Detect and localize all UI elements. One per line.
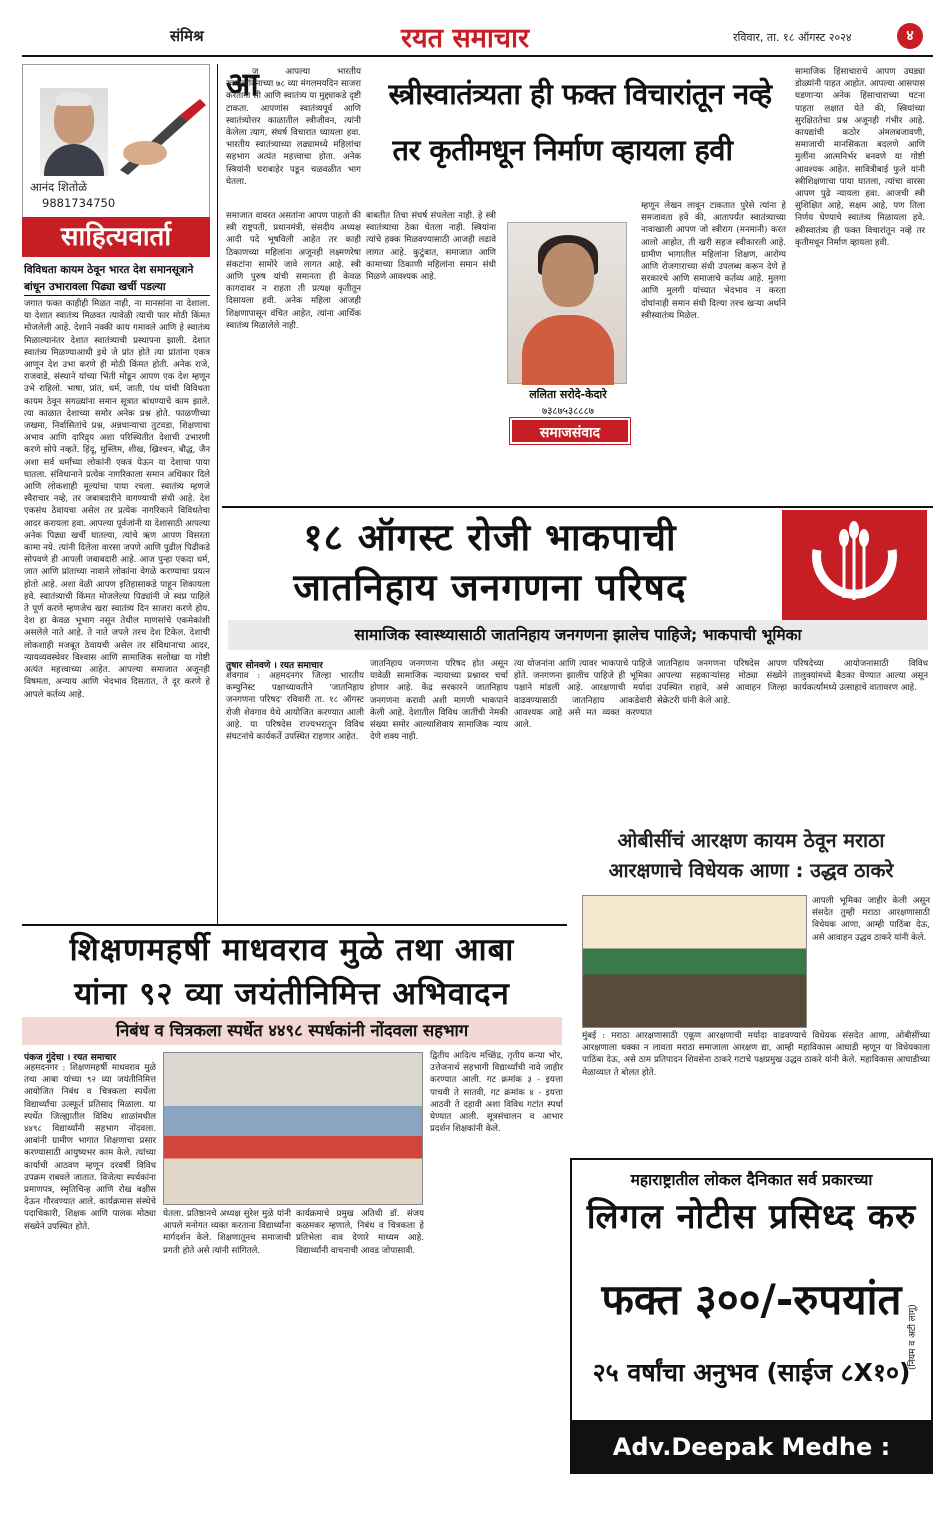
ad-line-1: महाराष्ट्रातील लोकल दैनिकात सर्व प्रकारच्या [630,1171,873,1189]
byline: तुषार सोनवणे । रयत समाचार [226,661,323,671]
party-logo [782,510,927,625]
article-column-3: बाबतीत तिचा संघर्ष संपलेला नाही. हे स्त्री स्वातंत्र्याचा ठेका घेतला नाही. स्त्रियांना त्यांचे हक्क मिळवण्यासाठी आजही लढावे लागत आहे. कुटुंबात, समाजात आणि कामाच्या ठिकाणी महिलांना समान संधी मिळणे आवश्यक आहे. [366,211,496,283]
article-column-2: जातनिहाय जनगणना परिषद होत असून यावेळी सामाजिक न्यायाच्या प्रश्नावर चर्चा होणार आहे. केंद्र सरकारने जातनिहाय जनगणना करावी अशी मागणी भाकपाने केली आहे. देशातील विविध जातींची नेमकी संख्या समोर आल्याशिवाय सामाजिक न्याय देणे शक्य नाही. [370,659,508,743]
article-column-5: सामाजिक हिंसाचाराचे आपण उघड्या डोळ्यांनी पाहत आहोत. आपल्या आसपास घडणाऱ्या अनेक हिंसाचाराच्या घटना पाहता लक्षात येते की, स्त्रियांच्या सुरक्षिततेचा प्रश्न अजूनही गंभीर आहे. कायद्यांची कठोर अंमलबजावणी, समाजाची मानसिकता बदलणे आणि मुलींना आत्मनिर्भर बनवणे या गोष्टी आवश्यक आहेत. सावित्रीबाई फुले यांनी स्त्रीशिक्षणाचा पाया घातला, त्यांचा वारसा आपण पुढे न्यायला हवा. आजची स्त्री सुशिक्षित आहे, सक्षम आहे, पण तिला निर्णय घेण्याचे स्वातंत्र्य मिळायला हवे. स्त्रीस्वातंत्र्य ही फक्त विचारांतून नव्हे तर कृतीमधून निर्माण व्हायला हवी. [795,67,925,248]
column-tag-banner: समाजसंवाद [510,418,630,444]
ad-price: फक्त ३००/-रुपयांत [601,1275,902,1324]
section-label: संमिश्र [170,27,204,45]
newspaper-title: रयत समाचार [400,23,530,54]
article-column-4: म्हणून लेखन लावून टाकतात पुरेसे त्यांना हे समजावता हवे की, आतापर्यंत स्वातंत्र्याच्या नावाखाली आपण जो स्त्रीराग (मनमानी) करत आलो आहोत, ती खरी सहज स्वीकारली आहे. ग्रामीण भागातील महिलांना शिक्षण, आरोग्य आणि रोजगाराच्या संधी उपलब्ध करून देणे हे सरकारचे आणि समाजाचे कर्तव्य आहे. मुलगा आणि मुलगी यांच्यात भेदभाव न करता दोघांनाही समान संधी दिल्या तरच खऱ्या अर्थाने स्त्रीस्वातंत्र्य मिळेल. [641,201,786,321]
page-number-badge: ४ [897,23,923,49]
ad-terms-note: (नियम व अटी लागू) [908,1304,918,1370]
column-title-banner: साहित्यवार्ता [22,217,210,257]
article-column-2: मुंबई : मराठा आरक्षणासाठी एकूण आरक्षणाची मर्यादा वाढवण्याचे विधेयक संसदेत आणा, ओबीसींच्या आरक्षणाला धक्का न लावता मराठा समाजाला आरक्षण द्या, आम्ही महाविकास आघाडी म्हणून या विधेयकाला पाठिंबा देऊ, असे ठाम प्रतिपादन शिवसेना ठाकरे गटाचे पक्षप्रमुख उद्धव ठाकरे यांनी केले. महाविकास आघाडीच्या मेळाव्यात ते बोलत होते. [582,1031,930,1078]
section-rule [22,924,567,926]
article-headline-line1: १८ ऑगस्ट रोजी भाकपाची [303,516,677,559]
ad-experience: २५ वर्षांचा अनुभव (साईज ८X१०) [592,1358,911,1387]
article-column-1: ज आपल्या भारतीय स्वातंत्र्यदिनाच्या ७८ व्या मंगलमयदिन साजरा करताना सी आणि स्वातंत्र्य या मुद्द्याकडे दृष्टी टाकता. आपणांस स्वातंत्र्यपूर्व आणि स्वातंत्र्योत्तर काळातील स्त्रीजीवन, त्यांनी केलेला त्याग, संघर्ष विचारात घ्यायला हवा. भारतीय स्वातंत्र्याच्या लढ्यामध्ये महिलांचा सहभाग अत्यंत महत्त्वाचा होता. अनेक स्त्रियांनी घराबाहेर पडून चळवळीत भाग घेतला. [226,67,361,187]
columnist-phone: 9881734750 [42,196,116,210]
article-headline-line2: तर कृतीमधून निर्माण व्हायला हवी [392,133,733,167]
divider [24,295,210,296]
pen-hand-icon [110,95,210,175]
masthead-rule [22,55,933,57]
column-divider [217,64,218,924]
left-article-body: जगात फक्त काहीही मिळत नाही, ना मानसांना ना देशाला. या देशात स्वातंत्र्य मिळवत त्यावेळी त्याची फार मोठी किंमत मोजलेली आहे. देशाने नक्की काय गमावले आणि हे स्वातंत्र्य मिळाल्यानंतर देशात स्वातंत्र्याची प्रस्थापना झाली. देशात स्वातंत्र्य मिळण्याआधी इथे जे प्रांत होते त्या प्रांतांना एकत्र आणून देश उभा करणे ही मोठी किंमत होती. अनेक राजे, राजवाडे, संस्थाने यांच्या भिंती मोडून आपण एक देश म्हणून उभे राहिलो. भाषा, प्रांत, धर्म, जाती, पंथ यांची विविधता कायम ठेवून सगळ्यांना समान सूत्रात बांधण्याचे काम झाले. त्या काळात देशाच्या समोर अनेक प्रश्न होते. फाळणीच्या जखमा, निर्वासितांचे प्रश्न, अन्नधान्याचा तुटवडा, शिक्षणाचा अभाव आणि दारिद्र्य अशा परिस्थितीत देशाची उभारणी करणे सोपे नव्हते. हिंदू, मुस्लिम, शीख, ख्रिश्चन, बौद्ध, जैन अशा सर्व धर्मांच्या लोकांनी एकत्र येऊन या देशाचा पाया घातला. संविधानाने प्रत्येक नागरिकाला समान अधिकार दिले आणि लोकशाही मूल्यांचा पाया रचला. स्वातंत्र्य म्हणजे स्वैराचार नव्हे, तर जबाबदारीने वागण्याची संधी आहे. देश एकसंध ठेवायचा असेल तर प्रत्येक नागरिकाने विविधतेचा आदर करायला हवा. आपल्या पूर्वजांनी या देशासाठी आपल्या अनेक पिढ्या खर्ची घातल्या, त्यांचे ऋण आपण विसरता कामा नये. त्यांनी दिलेला वारसा जपणे आणि पुढील पिढीकडे सोपवणे ही आपली जबाबदारी आहे. आज पुन्हा एकदा धर्म, जात आणि प्रांताच्या नावाने लोकांना वेगळे करण्याचा प्रयत्न होतो आहे. अशा वेळी आपण इतिहासाकडे पाहून शिकायला हवे. स्वातंत्र्याची किंमत मोजलेल्या पिढ्यांनी जे स्वप्न पाहिले ते पूर्ण करणे म्हणजेच खरा स्वातंत्र्य दिन साजरा करणे होय. देश हा केवळ भूभाग नसून तेथील माणसांचे एकमेकांशी असलेले नाते आहे. ते नाते जपले तरच देश टिकेल. देशाची लोकशाही मजबूत ठेवायची असेल तर संविधानाचा आदर, न्यायव्यवस्थेवर विश्वास आणि सामाजिक सलोखा या गोष्टी अत्यंत महत्त्वाच्या आहेत. आपल्या समाजात अजूनही विषमता, अन्याय आणि भेदभाव दिसतात, ते दूर करणे हे आपले कर्तव्य आहे. [24,299,210,700]
article-column-4: जातनिहाय जनगणना परिषदेस आपण आपल्या सहकाऱ्यांसह मोठ्या संख्येने उपस्थित राहावे, असे आवाहन जिल्हा सेक्रेटरी यांनी केले आहे. [657,659,787,706]
issue-date: रविवार, ता. १८ ऑगस्ट २०२४ [733,31,852,44]
article-headline-line1: ओबीसींचं आरक्षण कायम ठेवून मराठा [617,829,885,852]
article-column-1: शेवगाव : अहमदनगर जिल्हा भारतीय कम्युनिस्ट पक्षाच्यावतीने 'जातनिहाय जनगणना परिषद' रविवारी ता. १८ ऑगस्ट रोजी शेवगाव येथे आयोजित करण्यात आली आहे. या परिषदेस राज्यभरातून विविध संघटनांचे कार्यकर्ते उपस्थित राहणार आहेत. [226,671,364,743]
ad-contact: Adv.Deepak Medhe : 9422080597 [570,1420,933,1474]
section-rule [222,506,933,508]
article-column-2: समाजात वावरत असतांना आपण पाहतो की स्त्री राष्ट्रपती, प्रधानमंत्री, संसदीय अध्यक्ष आदी पदे भूषविली आहेत तर काही ठिकाणच्या महिलांना अजूनही लक्ष्मणरेषा संकटांना सामोरे जावे लागत आहे. स्त्री आणि पुरुष यांची समानता ही केवळ कागदावर न राहता ती प्रत्यक्ष कृतीतून दिसायला हवी. अनेक महिला आजही शिक्षणापासून वंचित आहेत, त्यांना आर्थिक स्वातंत्र्य मिळालेले नाही. [226,211,361,331]
sickle-wheat-icon [782,510,927,625]
article-column-2: घेतला. प्रतिष्ठानचे अध्यक्ष सुरेश मुळे यांनी आपले मनोगत व्यक्त करताना विद्यार्थ्यांना मार्गदर्शन केले. शिक्षणातूनच समाजाची प्रगती होते असे त्यांनी सांगितले. [163,1209,291,1256]
ad-line-2: लिगल नोटीस प्रसिध्द करु [586,1197,917,1237]
article-column-1: अहमदनगर : शिक्षणमहर्षी माधवराव मुळे तथा आबा यांच्या ९२ व्या जयंतीनिमित्त आयोजित निबंध व चित्रकला स्पर्धेला विद्यार्थ्यांचा उत्स्फूर्त प्रतिसाद मिळाला. या स्पर्धेत जिल्ह्यातील विविध शाळांमधील ४४९८ विद्यार्थ्यांनी सहभाग नोंदवला. आबांनी ग्रामीण भागात शिक्षणाचा प्रसार करण्यासाठी आयुष्यभर काम केले. त्यांच्या कार्याची आठवण म्हणून दरवर्षी विविध उपक्रम राबवले जातात. विजेत्या स्पर्धकांना प्रमाणपत्र, स्मृतिचिन्ह आणि रोख बक्षीस देऊन गौरवण्यात आले. कार्यक्रमास संस्थेचे पदाधिकारी, शिक्षक आणि पालक मोठ्या संख्येने उपस्थित होते. [24,1063,156,1232]
columnist-name: आनंद शितोळे [30,180,87,194]
article-column-3: त्या योजनांना आणि त्यावर भाकपाचे पाहिजे होते. जनगणना झालीच पाहिजे ही भूमिका पक्षाने मांडली आहे. आरक्षणाची मर्यादा वाढवण्यासाठी जातनिहाय आकडेवारी आवश्यक आहे असे मत व्यक्त करण्यात आले. [514,659,652,731]
article-headline-line2: यांना ९२ व्या जयंतीनिमित्त अभिवादन [74,976,510,1012]
article-subheadline: सामाजिक स्वास्थ्यासाठी जातनिहाय जनगणना झालेच पाहिजे; भाकपाची भूमिका [228,620,928,650]
article-headline-line2: आरक्षणाचे विधेयक आणा : उद्धव ठाकरे [608,859,894,882]
author-phone: ७३८७५३८८८७ [542,406,594,417]
author-photo [507,222,627,384]
dropcap: आ [226,65,259,103]
event-photo [582,895,807,1028]
event-photo [163,1052,423,1205]
article-column-3: कार्यक्रमाचे प्रमुख अतिथी डॉ. संजय कळमकर म्हणाले, निबंध व चित्रकला हे प्रतिभेला वाव देणारे माध्यम आहे. विद्यार्थ्यांनी वाचनाची आवड जोपासावी. [296,1209,424,1256]
article-column-1: आपली भूमिका जाहीर केली असून संसदेत तुम्ही मराठा आरक्षणासाठी विधेयक आणा, आम्ही पाठिंबा देऊ, असे आवाहन उद्धव ठाकरे यांनी केले. [812,896,930,943]
article-subheadline: निबंध व चित्रकला स्पर्धेत ४४९८ स्पर्धकांनी नोंदवला सहभाग [22,1017,562,1045]
article-column-4: द्वितीय आदित्य मच्छिंद्र, तृतीय कन्या भोर, उत्तेजनार्थ सहभागी विद्यार्थ्यांची नावे जाहीर करण्यात आली. गट क्रमांक ३ - इयत्ता पाचवी ते सातवी, गट क्रमांक ४ - इयत्ता आठवी ते दहावी अशा विविध गटांत स्पर्धा घेण्यात आली. सूत्रसंचालन व आभार प्रदर्शन शिक्षकांनी केले. [430,1051,563,1135]
article-headline-line1: स्त्रीस्वातंत्र्यता ही फक्त विचारांतून नव्हे [388,77,772,111]
left-article-headline: विविधता कायम ठेवून भारत देश समानसूत्राने बांधून उभारावला पिढ्या खर्ची पडल्या [24,264,194,293]
byline: पंकज गुंदेचा । रयत समाचार [24,1053,117,1063]
article-headline-line1: शिक्षणमहर्षी माधवराव मुळे तथा आबा [69,932,515,968]
author-name: ललिता सरोदे-केदारे [529,388,607,401]
article-headline-line2: जातनिहाय जनगणना परिषद [293,566,687,609]
columnist-photo [40,88,108,176]
article-column-5: परिषदेच्या आयोजनासाठी विविध तालुक्यांमध्ये बैठका घेण्यात आल्या असून कार्यकर्त्यांमध्ये उत्साहाचे वातावरण आहे. [793,659,928,694]
